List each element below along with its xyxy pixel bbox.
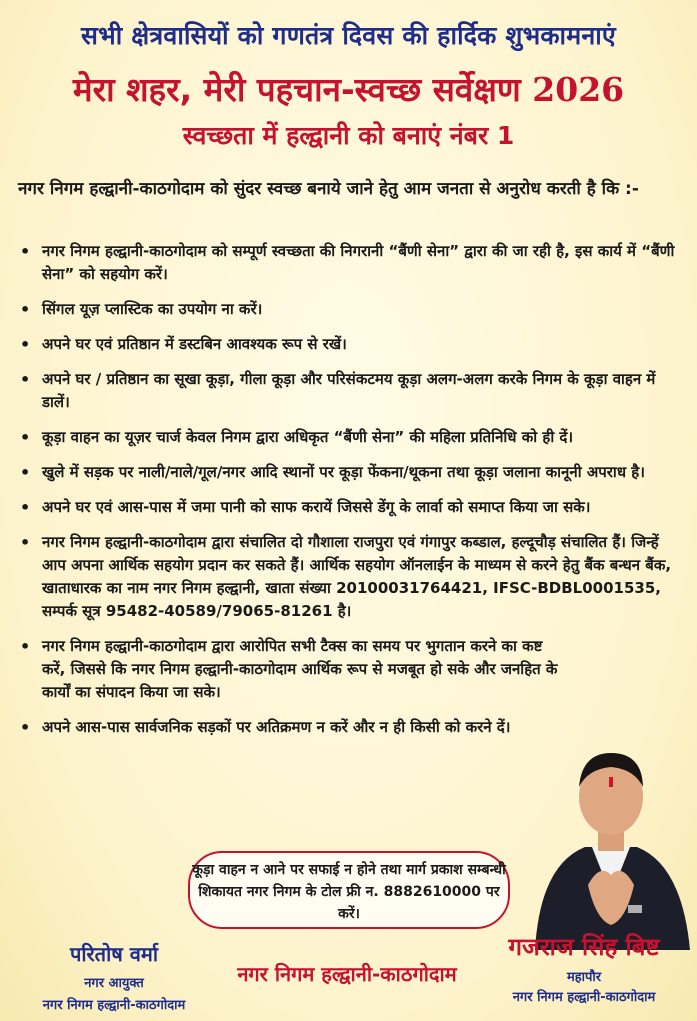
mayor-role: महापौर (566, 970, 602, 985)
commissioner-org: नगर निगम हल्द्वानी-काठगोदाम (42, 998, 186, 1013)
intro-text: नगर निगम हल्द्वानी-काठगोदाम को सुंदर स्वच्छ बनाये जाने हेतु आम जनता से अनुरोध करती है कि :- (18, 179, 639, 199)
bullet-icon: • (20, 463, 31, 482)
list-item: • अपने घर / प्रतिष्ठान का सूखा कूड़ा, गीला कूड़ा और परिसंकटमय कूड़ा अलग-अलग करके निगम के कूड़ा वाहन में डालें। (20, 370, 656, 411)
appeal-list (18, 240, 678, 751)
list-item: • खुले में सड़क पर नाली/नाले/गूल/नगर आदि स्थानों पर कूड़ा फेंकना/थूकना तथा कूड़ा जलाना कानूनी अपराध है। (20, 463, 645, 482)
bullet-icon: • (20, 300, 31, 319)
bullet-icon: • (20, 533, 31, 552)
mayor-org: नगर निगम हल्द्वानी-काठगोदाम (512, 990, 656, 1005)
bullet-icon: • (20, 370, 31, 389)
bullet-icon: • (20, 242, 31, 261)
list-item: • अपने घर एवं आस-पास में जमा पानी को साफ करायें जिससे डेंगू के लार्वा को समाप्त किया जा सके। (20, 498, 591, 517)
mayor-signature (476, 930, 692, 1005)
list-item: • सिंगल यूज़ प्लास्टिक का उपयोग ना करें। (20, 300, 263, 319)
bullet-icon: • (20, 498, 31, 517)
bullet-icon: • (20, 718, 31, 737)
list-item: • नगर निगम हल्द्वानी-काठगोदाम द्वारा आरोपित सभी टैक्स का समय पर भुगतान करने का कष्ट करें, जिससे कि नगर निगम हल्द्वानी-काठगोदाम आर्थिक रूप से मजबूत हो सके और जनहित के कार्यों का संपादन किया जा सके। (20, 637, 558, 701)
slogan-text: मेरा शहर, मेरी पहचान-स्वच्छ सर्वेक्षण (72, 70, 521, 109)
commissioner-name: परितोष वर्मा (69, 942, 159, 966)
list-item: • नगर निगम हल्द्वानी-काठगोदाम को सम्पूर्ण स्वच्छता की निगरानी “बैंणी सेना” द्वारा की जा रही है, इस कार्य में “बैंणी सेना” को सहयोग करें। (20, 242, 675, 283)
list-item: • नगर निगम हल्द्वानी-काठगोदाम द्वारा संचालित दो गौशाला राजपुरा एवं गंगापुर कब्डाल, हल्दूचौड़ संचालित हैं। जिन्हें आप अपना आर्थिक सहयोग प्रदान कर सकते हैं। आर्थिक सहयोग ऑनलाईन के माध्यम से करने हेतु बैंक बन्धन बैंक, खाताधारक का नाम नगर निगम हल्द्वानी, खाता संख्या 20100031764421, IFSC-BDBL0001535, सम्पर्क सूत्र 95482-40589/79065-81261 है। (20, 533, 672, 620)
bullet-icon: • (20, 335, 31, 354)
greeting-heading: सभी क्षेत्रवासियों को गणतंत्र दिवस की हार्दिक शुभकामनाएं (81, 21, 616, 50)
slogan-heading (0, 66, 697, 111)
mayor-photo (530, 735, 692, 950)
list-item: • कूड़ा वाहन का यूज़र चार्ज केवल निगम द्वारा अधिकृत “बैंणी सेना” की महिला प्रतिनिधि को ही दें। (20, 428, 574, 447)
commissioner-signature (24, 940, 204, 1013)
mayor-name: गजराज सिंह बिष्ट (508, 933, 660, 961)
slogan-year: 2026 (532, 70, 625, 109)
list-item: • अपने घर एवं प्रतिष्ठान में डस्टबिन आवश्यक रूप से रखें। (20, 335, 347, 354)
list-item: • अपने आस-पास सार्वजनिक सड़कों पर अतिक्रमण न करें और न ही किसी को करने दें। (20, 718, 511, 737)
bullet-icon: • (20, 637, 31, 656)
commissioner-role: नगर आयुक्त (84, 976, 144, 991)
bullet-icon: • (20, 428, 31, 447)
subslogan-heading: स्वच्छता में हल्द्वानी को बनाएं नंबर 1 (182, 121, 515, 150)
footer-organization: नगर निगम हल्द्वानी-काठगोदाम (237, 962, 457, 986)
complaint-helpline-box: कूड़ा वाहन न आने पर सफाई न होने तथा मार्ग प्रकाश सम्बन्धी शिकायत नगर निगम के टोल फ्री न. 8882610000 पर करें। (188, 851, 510, 929)
